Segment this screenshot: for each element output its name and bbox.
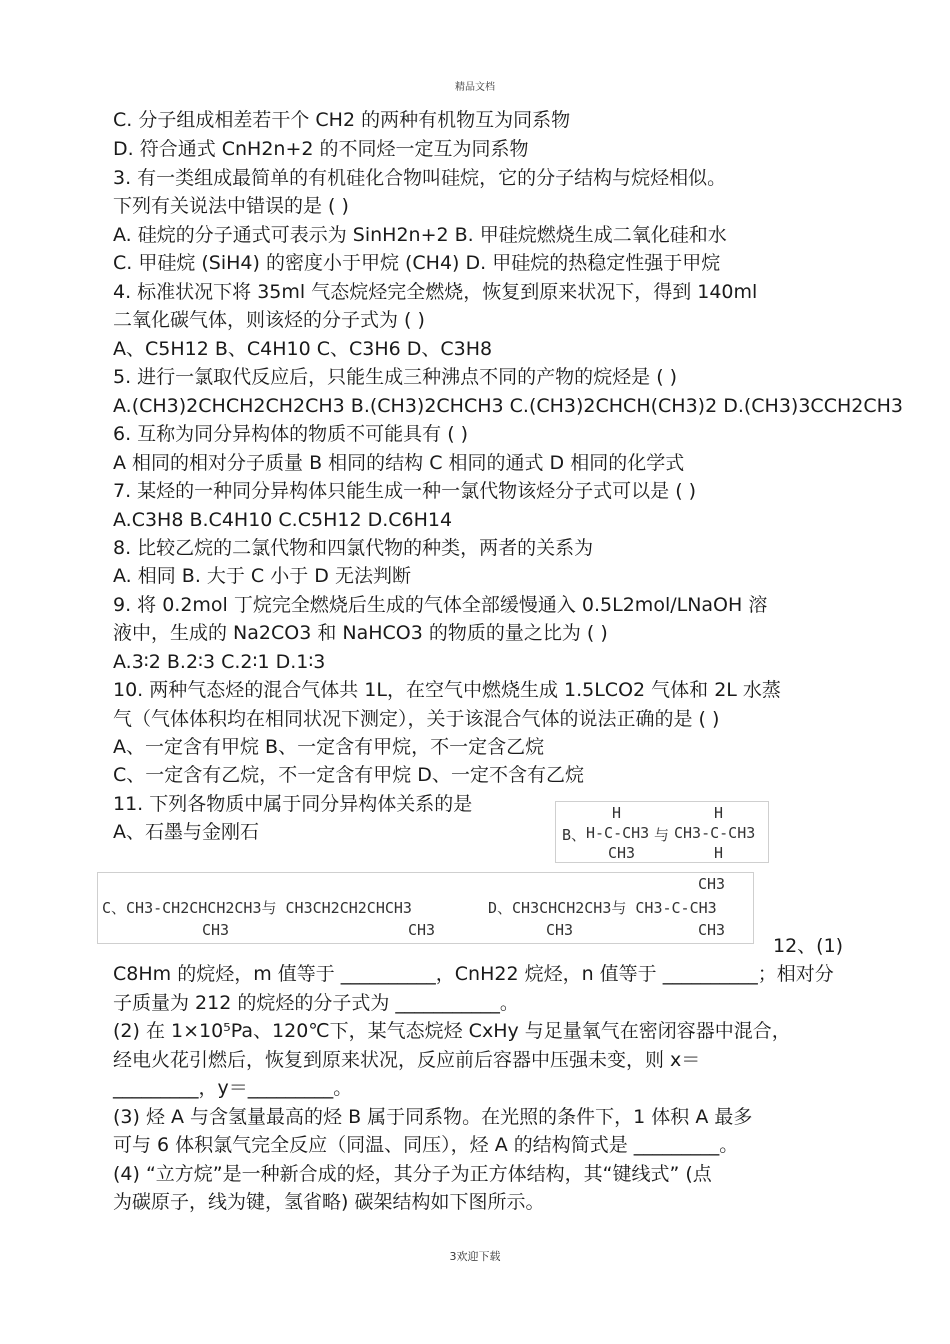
question-line: A.C3H8 B.C4H10 C.C5H12 D.C6H14: [113, 509, 453, 531]
question-line: 11. 下列各物质中属于同分异构体关系的是: [113, 793, 473, 815]
q12-line: C8Hm 的烷烃，m 值等于 __________，CnH22 烷烃，n 值等于 __________；相对分: [113, 963, 834, 985]
question-line: A.3∶2 B.2∶3 C.2∶1 D.1∶3: [113, 651, 326, 673]
b-label: B、: [562, 826, 587, 844]
question-line: A.(CH3)2CHCH2CH2CH3 B.(CH3)2CHCH3 C.(CH3)2CHCH(CH3)2 D.(CH3)3CCH2CH3: [113, 395, 903, 417]
question-line: C、一定含有乙烷，不一定含有甲烷 D、一定不含有乙烷: [113, 764, 584, 786]
d-top: CH3: [698, 875, 726, 893]
d-main: D、CH3CHCH2CH3与 CH3-C-CH3: [488, 899, 717, 917]
question-line: 液中，生成的 Na2CO3 和 NaHCO3 的物质的量之比为 ( ): [113, 622, 608, 644]
question-line: A、C5H12 B、C4H10 C、C3H6 D、C3H8: [113, 338, 493, 360]
c-main: C、CH3-CH2CHCH2CH3与 CH3CH2CH2CHCH3: [102, 899, 412, 917]
question-line: 6. 互称为同分异构体的物质不可能具有 ( ): [113, 423, 469, 445]
b-left-mid: H-C-CH3: [586, 824, 650, 842]
q12-line: 经电火花引燃后，恢复到原来状况，反应前后容器中压强未变，则 x＝: [113, 1049, 701, 1071]
question-line: 8. 比较乙烷的二氯代物和四氯代物的种类，两者的关系为: [113, 537, 594, 559]
b-right-top: H: [714, 804, 724, 822]
q12-line: (2) 在 1×10⁵Pa、120℃下，某气态烷烃 CxHy 与足量氧气在密闭容器中混合，: [113, 1020, 791, 1042]
b-left-top: H: [612, 804, 622, 822]
q11-option-cd-structure: [97, 872, 754, 944]
q12-line: 子质量为 212 的烷烃的分子式为 ___________。: [113, 992, 519, 1014]
question-line: A. 相同 B. 大于 C 小于 D 无法判断: [113, 565, 411, 587]
q12-line: _________，y＝_________。: [113, 1077, 353, 1099]
c-sub1: CH3: [202, 921, 230, 939]
q12-line: 为碳原子，线为键，氢省略) 碳架结构如下图所示。: [113, 1191, 545, 1213]
c-sub2: CH3: [408, 921, 436, 939]
b-right-bottom: H: [714, 844, 724, 862]
q11-option-b-structure: [555, 801, 769, 863]
question-line: C. 分子组成相差若干个 CH2 的两种有机物互为同系物: [113, 109, 571, 131]
page-footer: 3欢迎下载: [449, 1250, 501, 1263]
d-sub2: CH3: [698, 921, 726, 939]
q12-line: (3) 烃 A 与含氢量最高的烃 B 属于同系物。在光照的条件下，1 体积 A 最多: [113, 1106, 753, 1128]
question-line: A、一定含有甲烷 B、一定含有甲烷，不一定含乙烷: [113, 736, 545, 758]
b-left-bottom: CH3: [608, 844, 636, 862]
question-line: D. 符合通式 CnH2n+2 的不同烃一定互为同系物: [113, 138, 529, 160]
q12-line: (4) “立方烷”是一种新合成的烃，其分子为正方体结构，其“键线式” (点: [113, 1163, 712, 1185]
question-line: 3. 有一类组成最简单的有机硅化合物叫硅烷，它的分子结构与烷烃相似。: [113, 167, 727, 189]
question-line: 10. 两种气态烃的混合气体共 1L，在空气中燃烧生成 1.5LCO2 气体和 2L 水蒸: [113, 679, 781, 701]
question-line: 9. 将 0.2mol 丁烷完全燃烧后生成的气体全部缓慢通入 0.5L2mol/LNaOH 溶: [113, 594, 768, 616]
question-line: 4. 标准状况下将 35ml 气态烷烃完全燃烧，恢复到原来状况下，得到 140ml: [113, 281, 758, 303]
q12-line: 12、(1): [773, 935, 844, 957]
question-line: A. 硅烷的分子通式可表示为 SinH2n+2 B. 甲硅烷燃烧生成二氧化硅和水: [113, 224, 727, 246]
b-right-mid: CH3-C-CH3: [674, 824, 756, 842]
question-line: C. 甲硅烷 (SiH4) 的密度小于甲烷 (CH4) D. 甲硅烷的热稳定性强于甲烷: [113, 252, 721, 274]
question-line: 气（气体体积均在相同状况下测定），关于该混合气体的说法正确的是 ( ): [113, 708, 720, 730]
question-line: 下列有关说法中错误的是 ( ): [113, 195, 349, 217]
q12-line: 可与 6 体积氯气完全反应（同温、同压），烃 A 的结构简式是 _________。: [113, 1134, 739, 1156]
page-header: 精品文档: [455, 82, 495, 93]
question-line: A 相同的相对分子质量 B 相同的结构 C 相同的通式 D 相同的化学式: [113, 452, 685, 474]
question-line: 二氧化碳气体，则该烃的分子式为 ( ): [113, 309, 425, 331]
d-sub1: CH3: [546, 921, 574, 939]
question-line: 5. 进行一氯取代反应后，只能生成三种沸点不同的产物的烷烃是 ( ): [113, 366, 678, 388]
question-line: A、石墨与金刚石: [113, 821, 259, 843]
question-line: 7. 某烃的一种同分异构体只能生成一种一氯代物该烃分子式可以是 ( ): [113, 480, 697, 502]
b-connector: 与: [654, 826, 670, 844]
